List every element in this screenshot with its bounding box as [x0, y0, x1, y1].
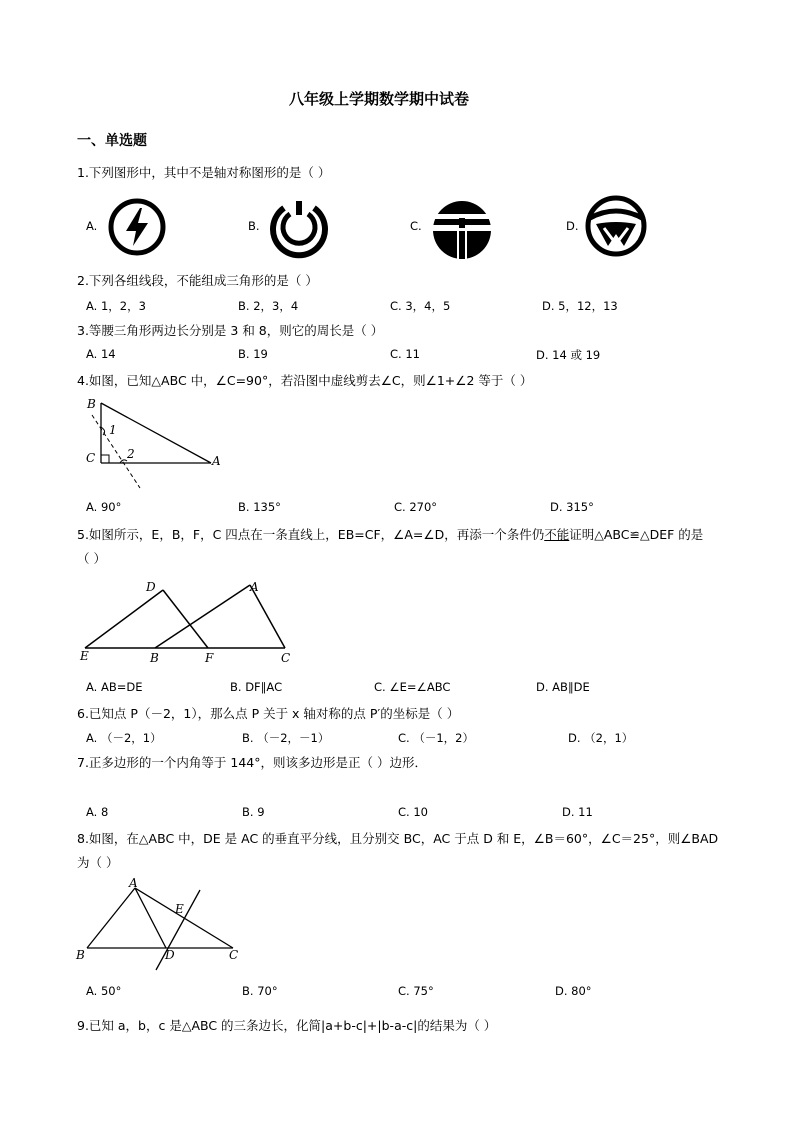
q4-option-c: C. 270°: [394, 500, 438, 514]
q5-label-a: A: [250, 580, 259, 594]
question-6-stem: 6.已知点 P（－2，1），那么点 P 关于 x 轴对称的点 P′的坐标是（ ）: [77, 706, 460, 721]
t-emblem-icon: [430, 198, 494, 260]
q1-option-d-label: D.: [566, 219, 579, 233]
ring-emblem-icon: [268, 196, 330, 258]
q5-label-c: C: [281, 651, 291, 665]
q3-option-c: C. 11: [390, 347, 420, 361]
question-3-stem: 3.等腰三角形两边长分别是 3 和 8，则它的周长是（ ）: [77, 323, 384, 338]
question-5-stem-line2: （ ）: [77, 551, 106, 566]
q5-label-f: F: [205, 651, 214, 665]
q5-option-a: A. AB=DE: [86, 680, 143, 694]
question-7-stem: 7.正多边形的一个内角等于 144°，则该多边形是正（ ）边形．: [77, 755, 427, 770]
q8-option-d: D. 80°: [555, 984, 592, 998]
q5-option-c: C. ∠E=∠ABC: [374, 680, 451, 694]
question-5-stem: 5.如图所示，E，B，F，C 四点在一条直线上，EB=CF，∠A=∠D，再添一个条件仍不能证明△ABC≌△DEF 的是: [77, 527, 704, 542]
q4-angle-1-label: 1: [109, 423, 117, 437]
q5-option-b: B. DF∥AC: [230, 680, 283, 694]
question-9-stem: 9.已知 a，b，c 是△ABC 的三条边长，化简|a+b-c|+|b-a-c|的结果为（ ）: [77, 1018, 497, 1033]
q8-label-c: C: [229, 948, 239, 962]
q5-label-d: D: [146, 580, 156, 594]
q6-option-a: A. （－2，1）: [86, 731, 162, 745]
q4-right-triangle-figure: [80, 395, 230, 495]
q8-label-b: B: [76, 948, 85, 962]
q6-option-b: B. （－2，－1）: [242, 731, 330, 745]
q5-label-e: E: [80, 649, 89, 663]
q2-option-c: C. 3，4，5: [390, 299, 451, 313]
q3-option-a: A. 14: [86, 347, 116, 361]
q3-option-d: D. 14 或 19: [536, 348, 601, 362]
q8-label-a: A: [129, 876, 138, 890]
question-8-stem: 8.如图，在△ABC 中，DE 是 AC 的垂直平分线，且分别交 BC，AC 于点 D 和 E，∠B＝60°，∠C＝25°，则∠BAD: [77, 831, 719, 846]
q7-option-c: C. 10: [398, 805, 428, 819]
q6-option-c: C. （－1，2）: [398, 731, 474, 745]
q8-label-d: D: [165, 948, 175, 962]
q4-option-b: B. 135°: [238, 500, 281, 514]
q8-option-a: A. 50°: [86, 984, 122, 998]
page-title: 八年级上学期数学期中试卷: [289, 90, 470, 108]
q4-option-d: D. 315°: [550, 500, 594, 514]
q2-option-d: D. 5，12，13: [542, 299, 618, 313]
q3-option-b: B. 19: [238, 347, 268, 361]
question-8-stem-line2: 为（ ）: [77, 855, 119, 870]
power-lightning-icon: [106, 196, 168, 258]
q4-option-a: A. 90°: [86, 500, 122, 514]
question-2-stem: 2.下列各组线段，不能组成三角形的是（ ）: [77, 273, 318, 288]
q7-option-b: B. 9: [242, 805, 265, 819]
question-4-stem: 4.如图，已知△ABC 中，∠C=90°，若沿图中虚线剪去∠C，则∠1+∠2 等于（ ）: [77, 373, 533, 388]
q5-label-b: B: [150, 651, 159, 665]
q8-option-c: C. 75°: [398, 984, 434, 998]
q4-label-a: A: [212, 454, 221, 468]
q1-option-b-label: B.: [248, 219, 260, 233]
q6-option-d: D. （2，1）: [568, 731, 634, 745]
q7-option-d: D. 11: [562, 805, 593, 819]
q4-label-b: B: [87, 397, 96, 411]
q1-option-c-label: C.: [410, 219, 422, 233]
q2-option-a: A. 1，2，3: [86, 299, 146, 313]
q5-option-d: D. AB∥DE: [536, 680, 590, 694]
q8-label-e: E: [175, 902, 184, 916]
q4-angle-2-label: 2: [127, 447, 135, 461]
q8-option-b: B. 70°: [242, 984, 278, 998]
section-title: 一、单选题: [77, 133, 147, 149]
q4-label-c: C: [86, 451, 96, 465]
not-emphasis: 不能: [544, 527, 570, 542]
steering-wheel-icon: [584, 194, 648, 258]
q7-option-a: A. 8: [86, 805, 109, 819]
q2-option-b: B. 2，3，4: [238, 299, 299, 313]
question-1-stem: 1.下列图形中，其中不是轴对称图形的是（ ）: [77, 165, 331, 180]
q1-option-a-label: A.: [86, 219, 98, 233]
